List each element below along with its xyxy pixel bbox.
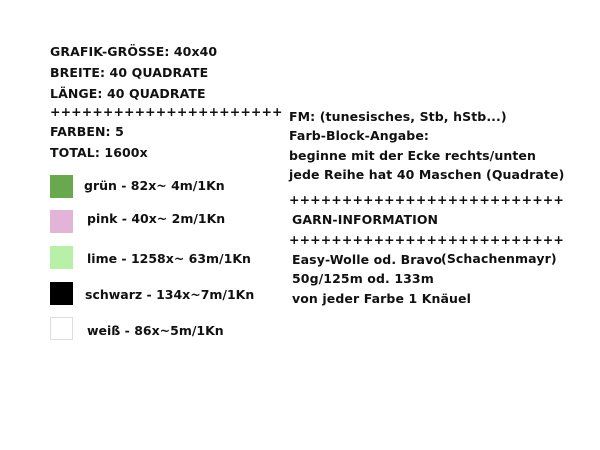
farben-text: FARBEN: 5 (50, 124, 124, 139)
farb-block-heading: Farb-Block-Angabe: (289, 128, 430, 143)
beginne-text: beginne mit der Ecke rechts/unten (289, 148, 537, 163)
legend-label-schwarz: schwarz - 134x~7m/1Kn (85, 287, 255, 302)
laenge-text: LÄNGE: 40 QUADRATE (50, 86, 206, 101)
legend-label-weiss: weiß - 86x~5m/1Kn (87, 323, 224, 338)
garn-information-heading: GARN-INFORMATION (292, 212, 439, 227)
legend-swatch-gruen (50, 175, 73, 198)
knaeuel-text: von jeder Farbe 1 Knäuel (292, 291, 472, 306)
legend-swatch-lime (50, 246, 73, 269)
grafik-groesse-text: GRAFIK-GRÖSSE: 40x40 (50, 44, 218, 59)
gewicht-text: 50g/125m od. 133m (292, 271, 434, 286)
fm-text: FM: (tunesisches, Stb, hStb...) (289, 109, 507, 124)
breite-text: BREITE: 40 QUADRATE (50, 65, 209, 80)
right-divider-top: ++++++++++++++++++++++++++ (289, 192, 564, 207)
legend-label-pink: pink - 40x~ 2m/1Kn (87, 211, 226, 226)
legend-label-lime: lime - 1258x~ 63m/1Kn (87, 251, 251, 266)
legend-swatch-weiss (50, 317, 73, 340)
legend-label-gruen: grün - 82x~ 4m/1Kn (84, 178, 225, 193)
left-divider: ++++++++++++++++++++++ (50, 104, 283, 119)
right-divider-bottom: ++++++++++++++++++++++++++ (289, 232, 564, 247)
legend-swatch-pink (50, 210, 73, 233)
brand-text: (Schachenmayr) (441, 251, 557, 266)
easy-wolle-text: Easy-Wolle od. Bravo (292, 252, 443, 267)
total-text: TOTAL: 1600x (50, 145, 148, 160)
jede-reihe-text: jede Reihe hat 40 Maschen (Quadrate) (289, 167, 565, 182)
legend-swatch-schwarz (50, 282, 73, 305)
